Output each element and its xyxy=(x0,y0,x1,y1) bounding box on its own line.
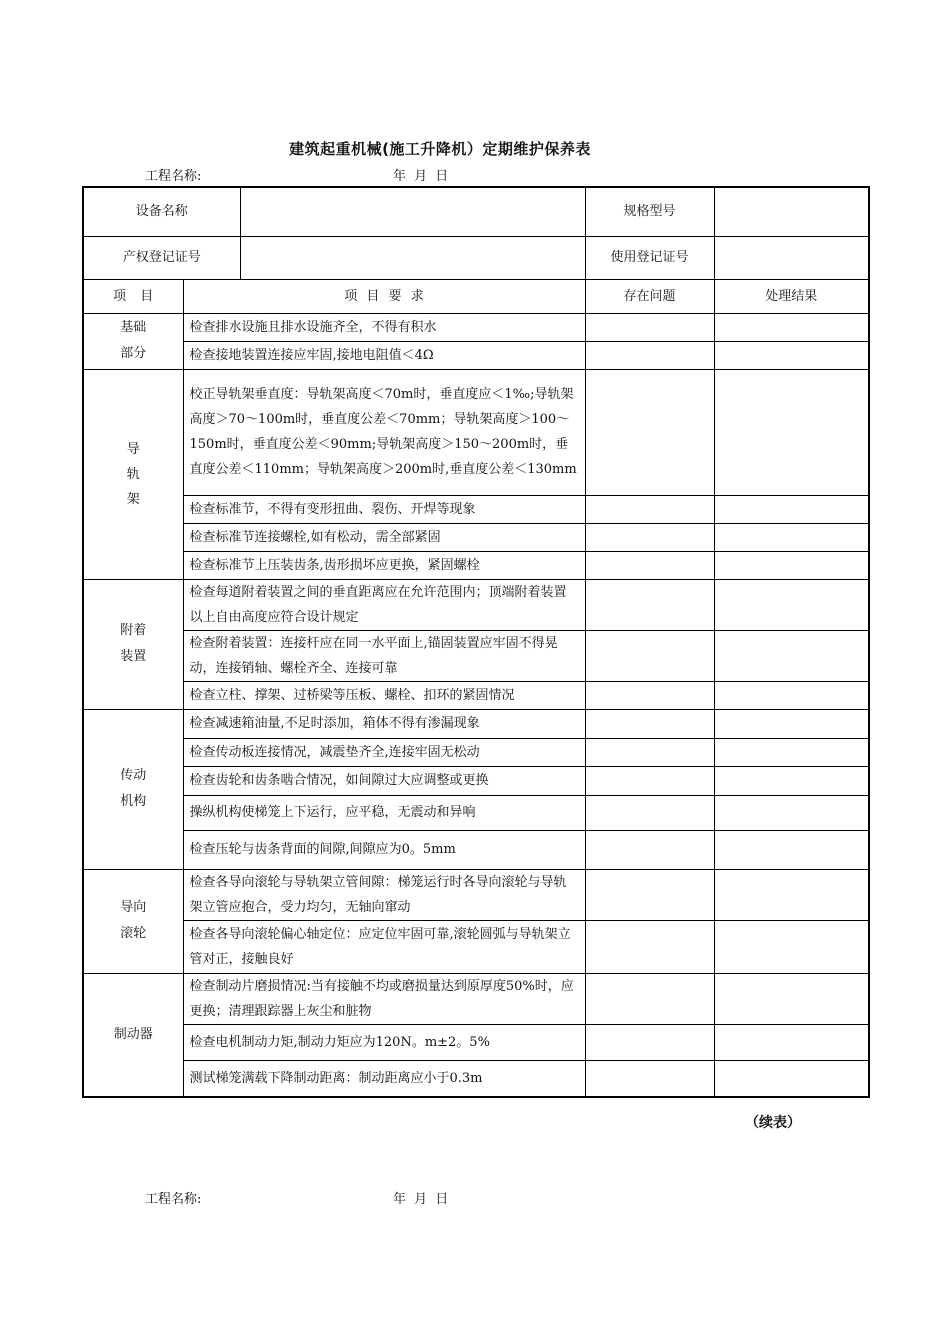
date-label: 年 月 日 xyxy=(393,169,449,184)
result-cell[interactable] xyxy=(714,738,869,766)
requirement-text: 检查排水设施且排水设施齐全，不得有积水 xyxy=(183,313,585,341)
result-cell[interactable] xyxy=(714,579,869,630)
result-cell[interactable] xyxy=(714,795,869,830)
issue-cell[interactable] xyxy=(585,1060,714,1097)
requirement-text: 操纵机构使梯笼上下运行，应平稳，无震动和异响 xyxy=(183,795,585,830)
issue-cell[interactable] xyxy=(585,495,714,523)
page-title: 建筑起重机械(施工升降机）定期维护保养表 xyxy=(289,140,591,158)
result-cell[interactable] xyxy=(714,523,869,551)
property-reg-value[interactable] xyxy=(240,236,585,279)
equipment-name-value[interactable] xyxy=(240,187,585,236)
column-header-row xyxy=(83,279,869,313)
requirement-text: 检查标准节，不得有变形扭曲、裂伤、开焊等现象 xyxy=(183,495,585,523)
table-row xyxy=(83,869,869,920)
section-name-line: 滚轮 xyxy=(120,926,147,941)
table-row xyxy=(83,551,869,579)
footer-date-label: 年 月 日 xyxy=(393,1192,449,1207)
issue-cell[interactable] xyxy=(585,973,714,1024)
issue-cell[interactable] xyxy=(585,369,714,495)
table-row xyxy=(83,766,869,795)
col-issue-header: 存在问题 xyxy=(585,279,714,313)
table-row xyxy=(83,738,869,766)
section-name xyxy=(83,973,183,1097)
section-name-line: 基础 xyxy=(120,320,147,335)
info-row xyxy=(83,236,869,279)
sections-body xyxy=(83,313,869,1097)
section-name-line: 机构 xyxy=(120,794,147,809)
issue-cell[interactable] xyxy=(585,738,714,766)
requirement-text: 检查电机制动力矩,制动力矩应为120N。m±2。5% xyxy=(183,1024,585,1060)
section-name-line: 轨 xyxy=(126,466,140,482)
requirement-text: 检查各导向滚轮偏心轴定位：应定位牢固可靠,滚轮圆弧与导轨架立管对正，接触良好 xyxy=(183,920,585,973)
issue-cell[interactable] xyxy=(585,630,714,681)
info-row xyxy=(83,187,869,236)
usage-reg-label: 使用登记证号 xyxy=(585,236,714,279)
table-row xyxy=(83,795,869,830)
maintenance-table xyxy=(82,186,870,1098)
section-name-line: 装置 xyxy=(120,649,147,664)
property-reg-label: 产权登记证号 xyxy=(83,236,240,279)
issue-cell[interactable] xyxy=(585,795,714,830)
result-cell[interactable] xyxy=(714,920,869,973)
table-row xyxy=(83,630,869,681)
requirement-text: 检查传动板连接情况，减震垫齐全,连接牢固无松动 xyxy=(183,738,585,766)
table-row xyxy=(83,369,869,495)
section-name-line: 附着 xyxy=(120,623,147,638)
table-row xyxy=(83,920,869,973)
model-spec-value[interactable] xyxy=(714,187,869,236)
issue-cell[interactable] xyxy=(585,920,714,973)
table-row xyxy=(83,341,869,369)
result-cell[interactable] xyxy=(714,1024,869,1060)
table-row xyxy=(83,523,869,551)
section-name-line: 架 xyxy=(126,491,140,507)
section-name xyxy=(83,369,183,579)
table-row xyxy=(83,1024,869,1060)
issue-cell[interactable] xyxy=(585,579,714,630)
result-cell[interactable] xyxy=(714,766,869,795)
section-name xyxy=(83,709,183,869)
requirement-text: 检查每道附着装置之间的垂直距离应在允许范围内；顶端附着装置以上自由高度应符合设计规定 xyxy=(183,579,585,630)
table-row xyxy=(83,681,869,709)
result-cell[interactable] xyxy=(714,709,869,738)
result-cell[interactable] xyxy=(714,341,869,369)
usage-reg-value[interactable] xyxy=(714,236,869,279)
section-name xyxy=(83,313,183,369)
continued-label: （续表） xyxy=(745,1115,801,1131)
issue-cell[interactable] xyxy=(585,341,714,369)
table-row xyxy=(83,495,869,523)
section-name-line: 传动 xyxy=(120,768,147,783)
issue-cell[interactable] xyxy=(585,551,714,579)
col-item-header: 项 目 xyxy=(83,279,183,313)
result-cell[interactable] xyxy=(714,630,869,681)
section-name xyxy=(83,579,183,709)
table-row xyxy=(83,313,869,341)
result-cell[interactable] xyxy=(714,551,869,579)
requirement-text: 检查立柱、撑架、过桥梁等压板、螺栓、扣环的紧固情况 xyxy=(183,681,585,709)
requirement-text: 检查齿轮和齿条啮合情况，如间隙过大应调整或更换 xyxy=(183,766,585,795)
project-name-label: 工程名称: xyxy=(145,169,202,184)
requirement-text: 检查各导向滚轮与导轨架立管间隙：梯笼运行时各导向滚轮与导轨架立管应抱合，受力均匀，无轴向窜动 xyxy=(183,869,585,920)
issue-cell[interactable] xyxy=(585,869,714,920)
issue-cell[interactable] xyxy=(585,766,714,795)
requirement-text: 检查附着装置：连接杆应在同一水平面上,锚固装置应牢固不得晃动，连接销轴、螺栓齐全、连接可靠 xyxy=(183,630,585,681)
issue-cell[interactable] xyxy=(585,1024,714,1060)
section-name-line: 导 xyxy=(126,441,140,457)
issue-cell[interactable] xyxy=(585,709,714,738)
section-name xyxy=(83,869,183,973)
requirement-text: 检查标准节上压装齿条,齿形损坏应更换，紧固螺栓 xyxy=(183,551,585,579)
result-cell[interactable] xyxy=(714,313,869,341)
col-result-header: 处理结果 xyxy=(714,279,869,313)
requirement-text: 检查接地装置连接应牢固,接地电阻值＜4Ω xyxy=(183,341,585,369)
footer-project-name-label: 工程名称: xyxy=(145,1192,202,1207)
equipment-name-label: 设备名称 xyxy=(83,187,240,236)
result-cell[interactable] xyxy=(714,495,869,523)
result-cell[interactable] xyxy=(714,869,869,920)
requirement-text: 校正导轨架垂直度：导轨架高度＜70m时，垂直度应＜1‰;导轨架高度＞70～100m时，垂直度公差＜70mm；导轨架高度＞100～150m时，垂直度公差＜90mm;导轨架高度＞150～200m时，垂直度公差＜110mm；导轨架高度＞200m时,垂直度公差＜130mm xyxy=(183,369,585,495)
table-row xyxy=(83,1060,869,1097)
table-row xyxy=(83,830,869,869)
table-row xyxy=(83,579,869,630)
col-requirement-header: 项 目 要 求 xyxy=(183,279,585,313)
issue-cell[interactable] xyxy=(585,523,714,551)
result-cell[interactable] xyxy=(714,369,869,495)
table-row xyxy=(83,709,869,738)
result-cell[interactable] xyxy=(714,1060,869,1097)
result-cell[interactable] xyxy=(714,681,869,709)
result-cell[interactable] xyxy=(714,973,869,1024)
requirement-text: 检查压轮与齿条背面的间隙,间隙应为0。5mm xyxy=(183,830,585,869)
issue-cell[interactable] xyxy=(585,313,714,341)
requirement-text: 检查减速箱油量,不足时添加，箱体不得有渗漏现象 xyxy=(183,709,585,738)
section-name-line: 制动器 xyxy=(113,1026,153,1042)
requirement-text: 检查制动片磨损情况:当有接触不均或磨损量达到原厚度50%时，应更换；清理跟踪器上灰尘和脏物 xyxy=(183,973,585,1024)
section-name-line: 部分 xyxy=(120,346,147,361)
requirement-text: 测试梯笼满载下降制动距离：制动距离应小于0.3m xyxy=(183,1060,585,1097)
model-spec-label: 规格型号 xyxy=(585,187,714,236)
result-cell[interactable] xyxy=(714,830,869,869)
issue-cell[interactable] xyxy=(585,681,714,709)
requirement-text: 检查标准节连接螺栓,如有松动，需全部紧固 xyxy=(183,523,585,551)
section-name-line: 导向 xyxy=(120,900,147,915)
issue-cell[interactable] xyxy=(585,830,714,869)
table-row xyxy=(83,973,869,1024)
